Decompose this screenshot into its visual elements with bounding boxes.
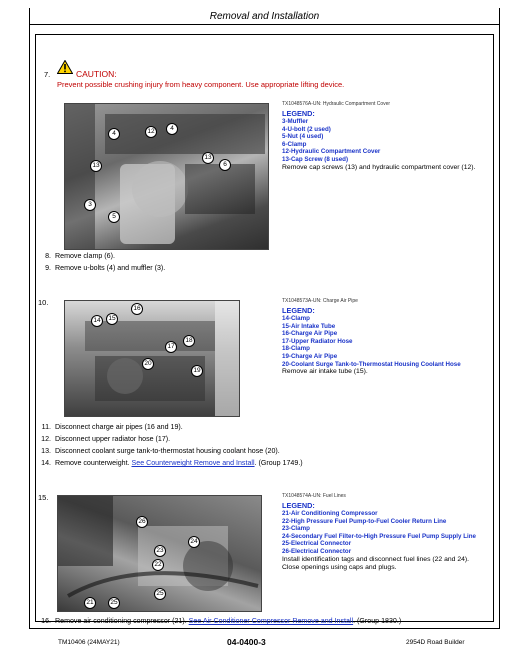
legend-title: LEGEND: xyxy=(282,108,315,118)
callout-14: 14 xyxy=(91,315,103,327)
callout-26: 26 xyxy=(136,516,148,528)
figure-id: TX1048573A-UN: Charge Air Pipe xyxy=(282,298,358,304)
legend-item: 25-Electrical Connector xyxy=(282,540,352,548)
callout-23: 23 xyxy=(154,545,166,557)
legend-item: 17-Upper Radiator Hose xyxy=(282,337,353,345)
step-13: 13. Disconnect coolant surge tank-to-thermostat housing coolant hose (20). xyxy=(41,447,280,455)
counterweight-link[interactable]: See Counterweight Remove and Install xyxy=(131,459,255,467)
photo-fuel-lines xyxy=(57,495,262,612)
legend-item: 4-U-bolt (2 used) xyxy=(282,125,331,133)
legend-item: 5-Nut (4 used) xyxy=(282,133,324,141)
figure2-caption xyxy=(282,298,461,376)
photo-hydraulic-compartment xyxy=(64,103,269,250)
callout-24: 24 xyxy=(188,536,200,548)
legend-item: 23-Clamp xyxy=(282,525,310,533)
caption-note: Install identification tags and disconnect fuel lines (22 and 24). xyxy=(282,555,470,563)
callout-4: 4 xyxy=(166,123,178,135)
callout-16: 16 xyxy=(131,303,143,315)
callout-18: 18 xyxy=(183,335,195,347)
photo-charge-air-pipe xyxy=(64,300,240,417)
callout-22: 22 xyxy=(152,559,164,571)
callout-17: 17 xyxy=(165,341,177,353)
compressor-link[interactable]: See Air Conditioner Compressor Remove and Install xyxy=(188,617,354,625)
footer-rule xyxy=(29,628,500,629)
legend-item: 24-Secondary Fuel Filter-to-High Pressure Fuel Pump Supply Line xyxy=(282,532,476,540)
page-title: Removal and Installation xyxy=(209,11,320,22)
step-8: 8. Remove clamp (6). xyxy=(45,252,115,260)
callout-21: 21 xyxy=(84,597,96,609)
step-11: 11. Disconnect charge air pipes (16 and 19). xyxy=(41,423,183,431)
caution-text: Prevent possible crushing injury from heavy component. Use appropriate lifting device. xyxy=(57,80,345,89)
step-number: 7. xyxy=(44,70,51,79)
legend-item: 6-Clamp xyxy=(282,140,307,148)
legend-item: 3-Muffler xyxy=(282,118,309,126)
callout-3: 3 xyxy=(84,199,96,211)
legend-item: 18-Clamp xyxy=(282,345,310,353)
step-16: 16. Remove air conditioning compressor (21). See Air Conditioner Compressor Remove and Install. (Group 1830.) xyxy=(41,617,402,625)
legend-item: 21-Air Conditioning Compressor xyxy=(282,510,378,518)
legend-item: 16-Charge Air Pipe xyxy=(282,330,338,338)
caption-note: Close openings using caps and plugs. xyxy=(282,563,397,571)
step-9: 9. Remove u-bolts (4) and muffler (3). xyxy=(45,264,166,272)
legend-item: 19-Charge Air Pipe xyxy=(282,353,338,361)
callout-20: 20 xyxy=(142,358,154,370)
legend-item: 14-Clamp xyxy=(282,315,310,323)
step-14: 14. Remove counterweight. See Counterweight Remove and Install. (Group 1749.) xyxy=(41,459,303,467)
callout-12: 12 xyxy=(145,126,157,138)
callout-25: 25 xyxy=(154,588,166,600)
footer-page-number: 04-0400-3 xyxy=(227,637,266,647)
callout-19: 19 xyxy=(191,365,203,377)
callout-25: 25 xyxy=(108,597,120,609)
caption-note: Remove cap screws (13) and hydraulic compartment cover (12). xyxy=(282,163,476,171)
legend-title: LEGEND: xyxy=(282,500,315,510)
figure-id: TX1048576A-UN: Hydraulic Compartment Cover xyxy=(282,101,391,107)
callout-13: 13 xyxy=(202,152,214,164)
step-12: 12. Disconnect upper radiator hose (17). xyxy=(41,435,171,443)
footer-manual-id: TM10406 (24MAY21) xyxy=(58,639,120,646)
figure1-caption xyxy=(282,101,475,172)
header-rule xyxy=(29,24,500,25)
legend-title: LEGEND: xyxy=(282,305,315,315)
figure-id: TX1048574A-UN: Fuel Lines xyxy=(282,493,346,499)
callout-13: 13 xyxy=(90,160,102,172)
legend-item: 26-Electrical Connector xyxy=(282,548,352,556)
caution-icon xyxy=(57,60,73,74)
callout-4: 4 xyxy=(108,128,120,140)
legend-item: 13-Cap Screw (8 used) xyxy=(282,156,349,164)
legend-item: 22-High Pressure Fuel Pump-to-Fuel Cooler Return Line xyxy=(282,517,447,525)
callout-15: 15 xyxy=(106,313,118,325)
callout-6: 6 xyxy=(219,159,231,171)
callout-5: 5 xyxy=(108,211,120,223)
legend-item: 15-Air Intake Tube xyxy=(282,322,336,330)
figure3-caption xyxy=(282,493,476,572)
step-number: 10. xyxy=(38,298,49,307)
caution-label: CAUTION: xyxy=(76,69,117,79)
footer-machine-name: 2954D Road Builder xyxy=(406,639,465,646)
legend-item: 20-Coolant Surge Tank-to-Thermostat Housing Coolant Hose xyxy=(282,360,461,368)
step-number: 15. xyxy=(38,493,49,502)
caption-note: Remove air intake tube (15). xyxy=(282,368,368,376)
legend-item: 12-Hydraulic Compartment Cover xyxy=(282,148,381,156)
